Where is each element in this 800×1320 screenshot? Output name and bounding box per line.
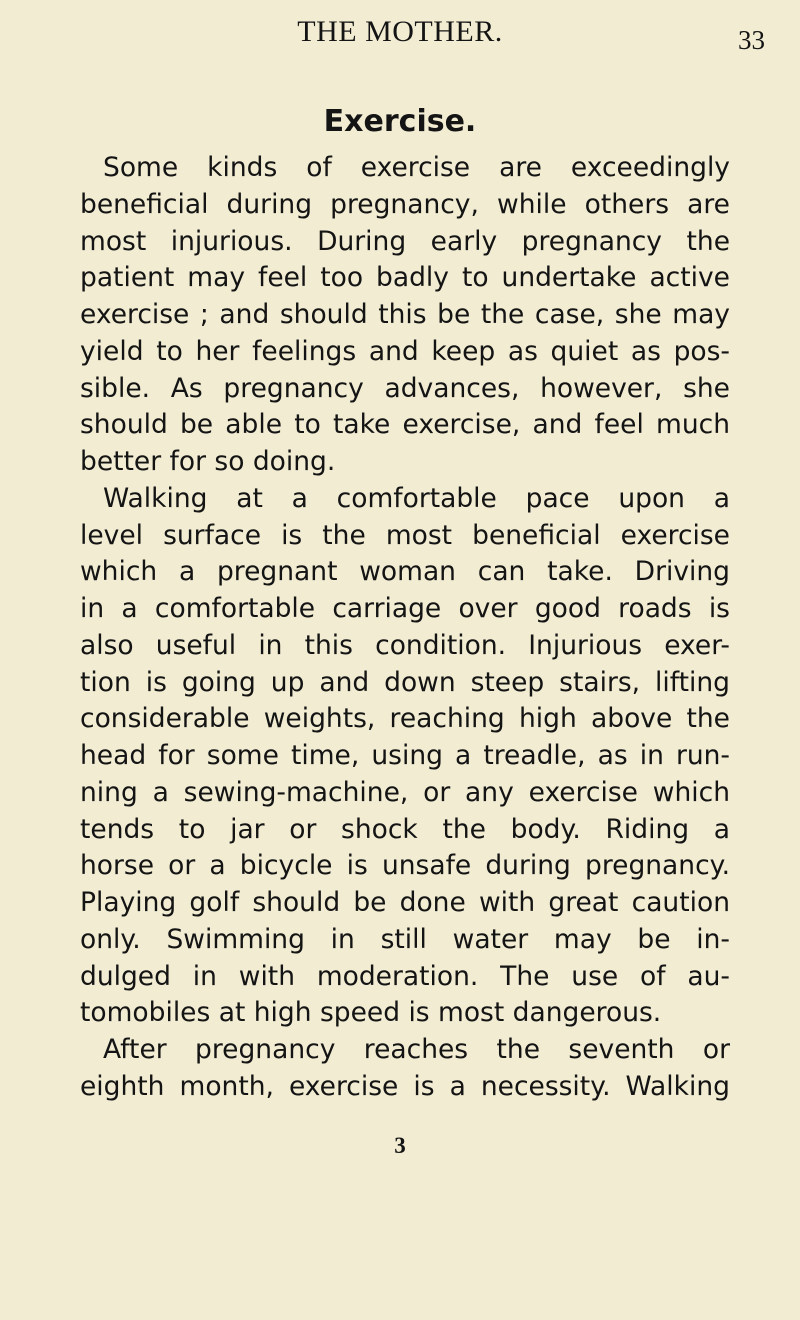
text-line: Walking at a comfortable pace upon a bbox=[103, 482, 730, 514]
text-line: should be able to take exercise, and feel much bbox=[80, 409, 730, 441]
text-line: beneficial during pregnancy, while others are bbox=[80, 188, 730, 220]
section-title: Exercise. bbox=[323, 104, 477, 139]
signature-mark: 3 bbox=[394, 1133, 406, 1158]
text-line: Some kinds of exercise are exceedingly bbox=[103, 152, 730, 183]
text-line: better for so doing. bbox=[80, 446, 336, 477]
text-line: sible. As pregnancy advances, however, she bbox=[80, 372, 730, 404]
text-line: ning a sewing-machine, or any exercise which bbox=[80, 776, 730, 808]
text-line: in a comfortable carriage over good roads is bbox=[80, 593, 730, 624]
text-line: considerable weights, reaching high above the bbox=[80, 703, 730, 735]
text-line: level surface is the most beneficial exercise bbox=[80, 519, 730, 551]
text-line: tion is going up and down steep stairs, lifting bbox=[80, 666, 730, 698]
text-line: which a pregnant woman can take. Driving bbox=[80, 556, 730, 588]
text-line: eighth month, exercise is a necessity. Walking bbox=[80, 1070, 730, 1102]
text-line: most injurious. During early pregnancy the bbox=[80, 225, 730, 257]
text-line: head for some time, using a treadle, as in run- bbox=[80, 740, 730, 771]
text-line: After pregnancy reaches the seventh or bbox=[103, 1034, 730, 1065]
text-line: horse or a bicycle is unsafe during pregnancy. bbox=[80, 850, 730, 882]
text-line: dulged in with moderation. The use of au- bbox=[80, 960, 730, 992]
text-line: also useful in this condition. Injurious exer- bbox=[80, 629, 730, 661]
body-text bbox=[80, 150, 730, 1106]
page-number: 33 bbox=[738, 25, 765, 55]
text-line: only. Swimming in still water may be in- bbox=[80, 923, 730, 955]
text-line: exercise ; and should this be the case, she may bbox=[80, 299, 730, 330]
text-line: Playing golf should be done with great caution bbox=[80, 887, 730, 918]
text-line: yield to her feelings and keep as quiet as pos- bbox=[80, 335, 730, 367]
text-line: tends to jar or shock the body. Riding a bbox=[80, 813, 730, 845]
text-line: patient may feel too badly to undertake active bbox=[80, 262, 730, 294]
text-line: tomobiles at high speed is most dangerous. bbox=[80, 997, 662, 1029]
running-head: THE MOTHER. bbox=[297, 15, 503, 48]
